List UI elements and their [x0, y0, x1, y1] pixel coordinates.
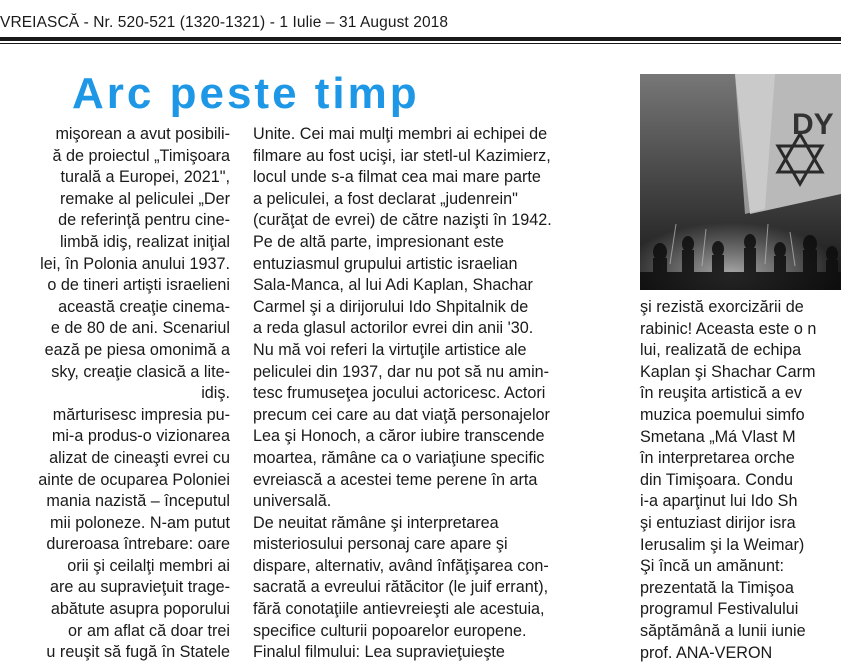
text-line: mania nazistă – începutul [0, 491, 230, 513]
text-line: entuziasmul grupului artistic israelian [253, 254, 613, 276]
text-line: mişorean a avut posibili- [0, 124, 230, 146]
text-line: evreiască a acestei teme perene în arta [253, 470, 613, 492]
text-line: locul unde s-a filmat cea mai mare parte [253, 167, 613, 189]
article-column-1 [0, 124, 230, 664]
header-rule-thick [0, 37, 841, 41]
text-line: săptămână a lunii iunie [640, 621, 841, 643]
text-line: această creaţie cinema- [0, 297, 230, 319]
text-line: mi-a produs-o vizionarea [0, 426, 230, 448]
text-line: prezentată la Timişoa [640, 578, 841, 600]
text-line: ainte de ocuparea Poloniei [0, 470, 230, 492]
text-line: Pe de altă parte, impresionant este [253, 232, 613, 254]
header-rule-thin [0, 43, 841, 44]
text-line: Unite. Cei mai mulţi membri ai echipei de [253, 124, 613, 146]
text-line: Smetana „Má Vlast M [640, 427, 841, 449]
text-line: şi rezistă exorcizării de [640, 297, 841, 319]
text-line: ă de proiectul „Timişoara [0, 146, 230, 168]
text-line: prof. ANA-VERON [640, 643, 841, 664]
text-line: misteriosului personaj care apare şi [253, 534, 613, 556]
text-line: turală a Europei, 2021", [0, 167, 230, 189]
text-line: (curăţat de evrei) de către nazişti în 1942. [253, 210, 613, 232]
text-line: mii poloneze. N-am putut [0, 513, 230, 535]
text-line: sacrată a evreului rătăcitor (le juif errant), [253, 577, 613, 599]
text-line: universală. [253, 491, 613, 513]
text-line: în interpretarea orche [640, 448, 841, 470]
text-line: idiş. [0, 383, 230, 405]
text-line: remake al peliculei „Der [0, 189, 230, 211]
text-line: o de tineri artişti israelieni [0, 275, 230, 297]
text-line: în reuşita artistică a ev [640, 383, 841, 405]
text-line: Lea şi Honoch, a căror iubire transcende [253, 426, 613, 448]
text-line: u reuşit să fugă în Statele [0, 642, 230, 664]
text-line: Sala-Manca, al lui Adi Kaplan, Shachar [253, 275, 613, 297]
text-line: are au supravieţuit trage- [0, 577, 230, 599]
text-line: peliculei din 1937, dar nu pot să nu amin- [253, 362, 613, 384]
text-line: dispare, alternativ, având înfăţişarea con- [253, 556, 613, 578]
text-line: Ierusalim şi la Weimar) [640, 535, 841, 557]
text-line: din Timişoara. Condu [640, 470, 841, 492]
text-line: De neuitat rămâne şi interpretarea [253, 513, 613, 535]
text-line: or am aflat că doar trei [0, 621, 230, 643]
text-line: lei, în Polonia anului 1937. [0, 254, 230, 276]
article-column-2 [253, 124, 613, 664]
text-line: Kaplan şi Shachar Carm [640, 362, 841, 384]
text-line: ează pe piesa omonimă a [0, 340, 230, 362]
text-line: abătute asupra poporului [0, 599, 230, 621]
text-line: mărturisesc impresia pu- [0, 405, 230, 427]
text-line: tesc frumuseţea jocului actoricesc. Actori [253, 383, 613, 405]
text-line: rabinic! Aceasta este o n [640, 319, 841, 341]
text-line: fără conotaţiile antievreieşti ale acestuia, [253, 599, 613, 621]
text-line: şi entuziast dirijor isra [640, 513, 841, 535]
text-line: Finalul filmului: Lea supravieţuieşte [253, 642, 613, 664]
text-line: Nu mă voi referi la virtuţile artistice ale [253, 340, 613, 362]
article-title: Arc peste timp [72, 72, 420, 116]
text-line: Şi încă un amănunt: [640, 556, 841, 578]
text-line: de referinţă pentru cine- [0, 210, 230, 232]
text-line: alizat de cineaşti evrei cu [0, 448, 230, 470]
text-line: e de 80 de ani. Scenariul [0, 318, 230, 340]
text-line: a reda glasul actorilor evrei din anii '30. [253, 318, 613, 340]
concert-photo [640, 74, 841, 290]
text-line: i-a aparţinut lui Ido Sh [640, 491, 841, 513]
text-line: orii şi ceilalţi membri ai [0, 556, 230, 578]
text-line: programul Festivalului [640, 599, 841, 621]
text-line: filmare au fost ucişi, iar stetl-ul Kazimierz, [253, 146, 613, 168]
text-line: Carmel şi a dirijorului Ido Shpitalnik de [253, 297, 613, 319]
text-line: specifice culturii popoarelor europene. [253, 621, 613, 643]
text-line: muzica poemului simfo [640, 405, 841, 427]
header-text: VREIASCĂ - Nr. 520-521 (1320-1321) - 1 Iulie – 31 August 2018 [0, 14, 448, 32]
text-line: limbă idiş, realizat iniţial [0, 232, 230, 254]
text-line: dureroasa întrebare: oare [0, 534, 230, 556]
photo-screen-text: DY [792, 108, 834, 141]
page-header [0, 0, 841, 38]
text-line: precum cei care au dat viaţă personajelor [253, 405, 613, 427]
text-line: lui, realizată de echipa [640, 340, 841, 362]
text-line: sky, creaţie clasică a lite- [0, 362, 230, 384]
article-column-3 [640, 297, 841, 664]
text-line: a peliculei, a fost declarat „judenrein" [253, 189, 613, 211]
text-line: moartea, rămâne ca o variaţiune specific [253, 448, 613, 470]
